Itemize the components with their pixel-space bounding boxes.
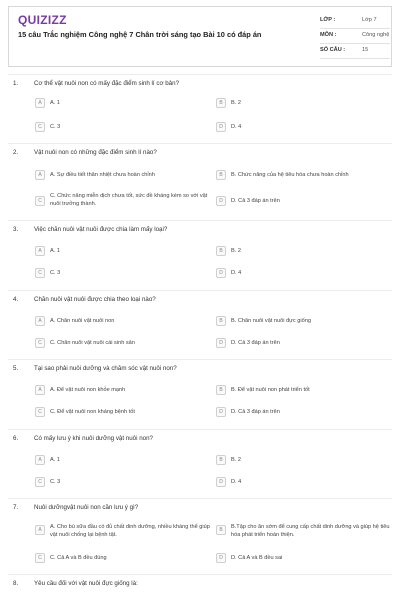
option-text: C. Để vật nuôi non kháng bệnh tốt xyxy=(50,409,135,415)
option-letter: B xyxy=(216,455,226,465)
question-number: 2. xyxy=(13,149,19,156)
option-letter: B xyxy=(216,170,226,180)
meta-row-class xyxy=(320,14,390,29)
option-letter: C xyxy=(35,268,45,278)
option-text: D. 4 xyxy=(231,124,242,130)
option-text: B. Để vật nuôi non phát triển tốt xyxy=(231,387,310,393)
meta-label: LỚP : xyxy=(320,17,336,23)
option-text: C. Chăn nuôi vật nuôi cái sinh sản xyxy=(50,340,135,346)
option-letter: A xyxy=(35,170,45,180)
question-number: 5. xyxy=(13,365,19,372)
meta-label: SỐ CÂU : xyxy=(320,47,346,53)
option-text: B. Chăn nuôi vật nuôi đực giống xyxy=(231,318,311,324)
question-text: Có mấy lưu ý khi nuôi dưỡng vật nuôi non? xyxy=(34,435,153,442)
question-number: 6. xyxy=(13,435,19,442)
meta-row-count xyxy=(320,44,390,59)
option-letter: D xyxy=(216,477,226,487)
option-text: D. Cả 3 đáp án trên xyxy=(231,198,280,204)
option-letter: D xyxy=(216,553,226,563)
meta-label: MÔN : xyxy=(320,32,337,38)
question-text: Nuôi dưỡngvật nuôi non cần lưu ý gì? xyxy=(34,504,139,511)
page-title: 15 câu Trắc nghiệm Công nghệ 7 Chân trời sáng tạo Bài 10 có đáp án xyxy=(18,30,262,39)
question-text: Chăn nuôi vật nuôi được chia theo loại nào? xyxy=(34,296,156,303)
option-text: A. Để vật nuôi non khỏe mạnh xyxy=(50,387,126,393)
question-number: 8. xyxy=(13,580,19,587)
question-number: 7. xyxy=(13,504,19,511)
divider xyxy=(8,290,392,291)
question-number: 4. xyxy=(13,296,19,303)
option-letter: B xyxy=(216,385,226,395)
question-text: Yêu cầu đối với vật nuôi đực giống là: xyxy=(34,580,138,587)
option-text: A. Cho bú sữa đầu có đủ chất dinh dưỡng, nhiều kháng thể giúp vật nuôi chống lại bệnh tật. xyxy=(50,524,210,538)
option-text: C. Cả A và B đều đúng xyxy=(50,555,107,561)
option-letter: A xyxy=(35,455,45,465)
option-text: D. Cả 3 đáp án trên xyxy=(231,409,280,415)
option-letter: B xyxy=(216,98,226,108)
option-letter: B xyxy=(216,246,226,256)
option-text: C. 3 xyxy=(50,479,61,485)
option-letter: B xyxy=(216,525,226,535)
meta-table xyxy=(320,14,390,59)
option-letter: C xyxy=(35,122,45,132)
meta-value: Lớp 7 xyxy=(362,17,377,23)
option-text: A. 1 xyxy=(50,248,60,254)
option-letter: C xyxy=(35,338,45,348)
option-text: A. Chăn nuôi vật nuôi non xyxy=(50,318,115,324)
option-text: D. 4 xyxy=(231,270,242,276)
option-text: A. Sự điều tiết thân nhiệt chưa hoàn chỉnh xyxy=(50,172,155,178)
option-letter: A xyxy=(35,385,45,395)
option-text: B. Chức năng của hệ tiêu hóa chưa hoàn chỉnh xyxy=(231,172,349,178)
question-text: Tại sao phải nuôi dưỡng và chăm sóc vật nuôi non? xyxy=(34,365,177,372)
divider xyxy=(8,74,392,75)
option-text: A. 1 xyxy=(50,100,60,106)
option-text: D. Cả 3 đáp án trên xyxy=(231,340,280,346)
option-text: C. Chức năng miễn dịch chưa tốt, sức đề kháng kém so với vật nuôi trưởng thành. xyxy=(50,193,208,207)
divider xyxy=(8,359,392,360)
option-letter: D xyxy=(216,407,226,417)
divider xyxy=(8,498,392,499)
option-letter: A xyxy=(35,246,45,256)
option-text: C. 3 xyxy=(50,124,61,130)
option-letter: C xyxy=(35,553,45,563)
option-text: D. 4 xyxy=(231,479,242,485)
option-letter: C xyxy=(35,407,45,417)
quizizz-logo: QUIZIZZ xyxy=(18,13,67,27)
divider xyxy=(8,220,392,221)
divider xyxy=(8,574,392,575)
option-letter: A xyxy=(35,98,45,108)
question-number: 1. xyxy=(13,80,19,87)
option-text: A. 1 xyxy=(50,457,60,463)
option-text: B. 2 xyxy=(231,248,241,254)
meta-value: 15 xyxy=(362,47,369,53)
worksheet-header xyxy=(8,6,392,67)
divider xyxy=(8,429,392,430)
question-text: Cơ thể vật nuôi non có mấy đặc điểm sinh lí cơ bản? xyxy=(34,80,180,87)
option-letter: D xyxy=(216,338,226,348)
option-letter: C xyxy=(35,477,45,487)
question-text: Việc chăn nuôi vật nuôi được chia làm mấy loại? xyxy=(34,226,168,233)
option-letter: A xyxy=(35,316,45,326)
meta-row-subject xyxy=(320,29,390,44)
option-text: B. 2 xyxy=(231,457,241,463)
option-text: B. 2 xyxy=(231,100,241,106)
option-text: B.Tập cho ăn sớm để cung cấp chất dinh dưỡng và giúp hệ tiêu hóa phát triển hoàn thiện. xyxy=(231,524,390,538)
option-letter: D xyxy=(216,196,226,206)
question-text: Vật nuôi non có những đặc điểm sinh lí nào? xyxy=(34,149,157,156)
option-letter: B xyxy=(216,316,226,326)
option-letter: A xyxy=(35,525,45,535)
divider xyxy=(8,143,392,144)
option-letter: D xyxy=(216,122,226,132)
option-letter: C xyxy=(35,196,45,206)
option-letter: D xyxy=(216,268,226,278)
question-number: 3. xyxy=(13,226,19,233)
option-text: D. Cả A và B đều sai xyxy=(231,555,283,561)
meta-value: Công nghệ xyxy=(362,32,390,38)
option-text: C. 3 xyxy=(50,270,61,276)
